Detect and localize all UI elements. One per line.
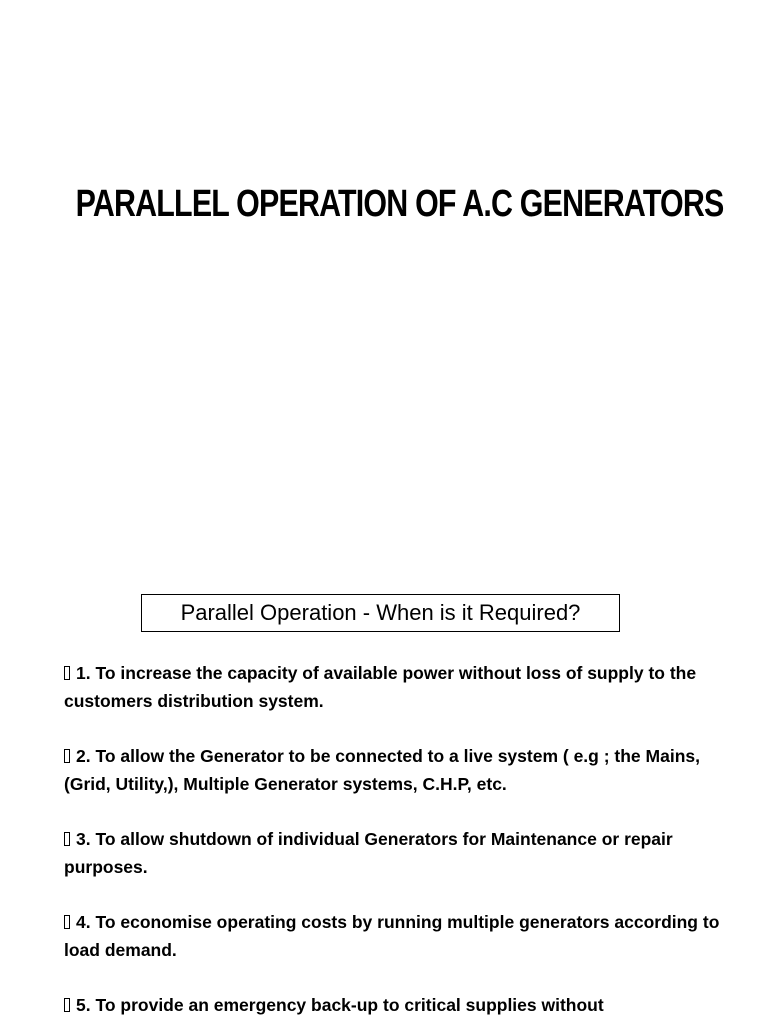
list-item	[64, 909, 724, 964]
list-item	[64, 826, 724, 881]
missing-glyph-box-icon	[64, 998, 70, 1012]
list-item-text: 1. To increase the capacity of available power without loss of supply to the customers distribution system.	[64, 663, 697, 711]
list-item-text: 2. To allow the Generator to be connected to a live system ( e.g ; the Mains, (Grid, Utility,), Multiple Generator systems, C.H.P, etc.	[64, 746, 700, 794]
missing-glyph-box-icon	[64, 666, 70, 680]
list-item-text: 4. To economise operating costs by running multiple generators according to load demand.	[64, 912, 720, 960]
list-item	[64, 992, 724, 1020]
list-item	[64, 743, 724, 798]
requirement-list	[64, 660, 724, 1024]
list-item-text: 3. To allow shutdown of individual Generators for Maintenance or repair purposes.	[64, 829, 673, 877]
missing-glyph-box-icon	[64, 832, 70, 846]
missing-glyph-box-icon	[64, 915, 70, 929]
list-item-text: 5. To provide an emergency back-up to critical supplies without	[76, 995, 604, 1015]
list-item	[64, 660, 724, 715]
section-heading-box: Parallel Operation - When is it Required?	[141, 594, 620, 632]
page-title: PARALLEL OPERATION OF A.C GENERATORS	[75, 183, 724, 225]
missing-glyph-box-icon	[64, 749, 70, 763]
